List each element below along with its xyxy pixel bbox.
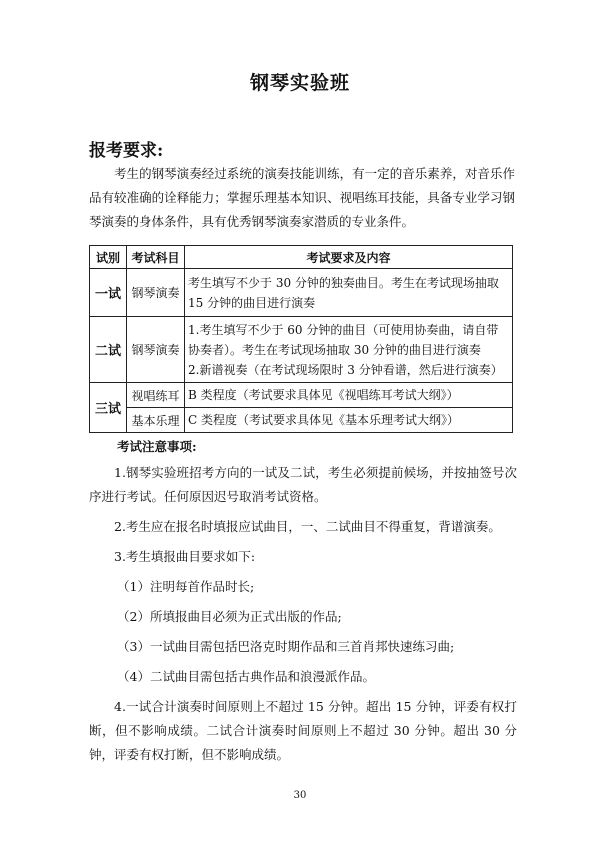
table-row (90, 408, 513, 433)
section-heading: 报考要求: (89, 141, 164, 161)
note-subitem: （4）二试曲目需包括古典作品和浪漫派作品。 (117, 669, 375, 684)
requirement-cell: C 类程度（考试要求具体见《基本乐理考试大纲》） (185, 408, 513, 433)
notes-heading: 考试注意事项: (117, 439, 197, 454)
note-subitem: （3）一试曲目需包括巴洛克时期作品和三首肖邦快速练习曲; (117, 639, 455, 654)
note-item: 2.考生应在报名时填报应试曲目，一、二试曲目不得重复，背谱演奏。 (114, 519, 501, 534)
table-row (90, 269, 513, 317)
requirement-item: 1.考生填写不少于 60 分钟的曲目（可使用协奏曲，请自带协奏者）。考生在考试现场抽取 30 分钟的曲目进行演奏 (188, 322, 499, 357)
page-number: 30 (293, 790, 307, 801)
subject-cell: 钢琴演奏 (127, 317, 185, 383)
subject-cell: 视唱练耳 (127, 383, 185, 408)
requirement-item: 2.新谱视奏（在考试现场限时 3 分钟看谱，然后进行演奏） (188, 362, 503, 377)
table-header-row (90, 246, 513, 269)
exam-requirements-table (89, 245, 513, 433)
page-title: 钢琴实验班 (249, 72, 350, 94)
subject-cell: 钢琴演奏 (127, 269, 185, 317)
note-item: 4.一试合计演奏时间原则上不超过 15 分钟。超出 15 分钟，评委有权打断，但不影响成绩。二试合计演奏时间原则上不超过 30 分钟。超出 30 分钟，评委有权打断，但不影响成绩。 (89, 699, 517, 762)
note-subitem: （2）所填报曲目必须为正式出版的作品; (117, 609, 342, 624)
requirement-cell (185, 317, 513, 383)
note-item: 1.钢琴实验班招考方向的一试及二试，考生必须提前候场，并按抽签号次序进行考试。任何原因迟号取消考试资格。 (89, 465, 517, 504)
header-requirements: 考试要求及内容 (185, 246, 513, 269)
round-cell: 二试 (90, 317, 127, 383)
table-row (90, 317, 513, 383)
intro-paragraph: 考生的钢琴演奏经过系统的演奏技能训练，有一定的音乐素养，对音乐作品有较准确的诠释能力；掌握乐理基本知识、视唱练耳技能，具备专业学习钢琴演奏的身体条件，具有优秀钢琴演奏家潜质的专业条件。 (89, 166, 515, 229)
round-cell: 一试 (90, 269, 127, 317)
header-round: 试别 (90, 246, 127, 269)
requirement-cell: 考生填写不少于 30 分钟的独奏曲目。考生在考试现场抽取 15 分钟的曲目进行演奏 (185, 269, 513, 317)
requirement-cell: B 类程度（考试要求具体见《视唱练耳考试大纲》） (185, 383, 513, 408)
subject-cell: 基本乐理 (127, 408, 185, 433)
note-item: 3.考生填报曲目要求如下: (114, 549, 256, 564)
notes-list (89, 461, 517, 773)
note-subitem: （1）注明每首作品时长; (117, 579, 255, 594)
header-subject: 考试科目 (127, 246, 185, 269)
round-cell: 三试 (90, 383, 127, 433)
table-row (90, 383, 513, 408)
